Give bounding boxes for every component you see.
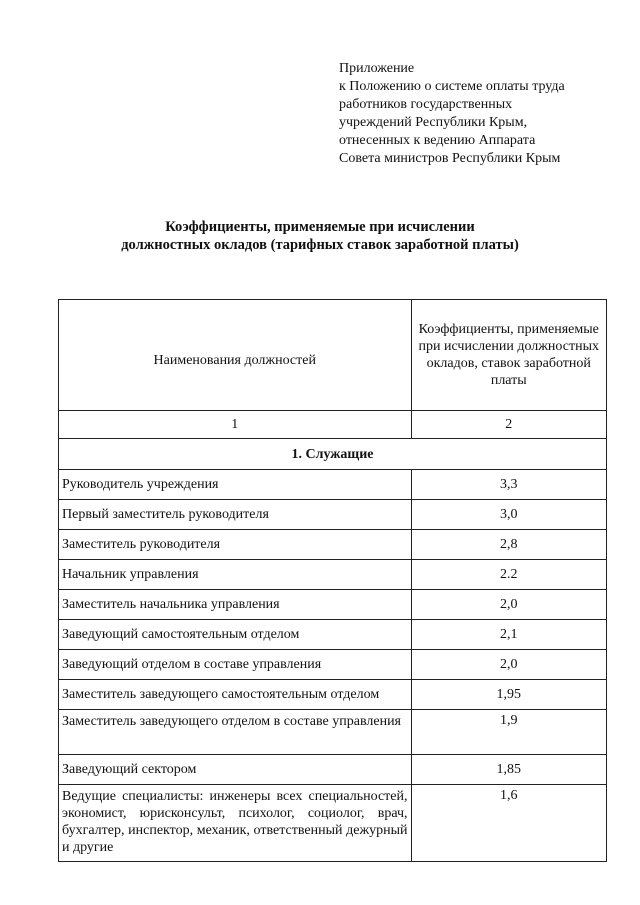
table-header-row bbox=[59, 300, 607, 411]
coefficients-table bbox=[58, 299, 607, 862]
position-name: Заведующий отделом в составе управления bbox=[59, 650, 412, 680]
position-name: Заместитель заведующего самостоятельным отделом bbox=[59, 680, 412, 710]
appendix-line: Приложение bbox=[339, 61, 415, 76]
position-name: Заведующий сектором bbox=[59, 755, 412, 785]
position-name: Заведующий самостоятельным отделом bbox=[59, 620, 412, 650]
position-name: Первый заместитель руководителя bbox=[59, 500, 412, 530]
table-row bbox=[59, 500, 607, 530]
appendix-line: к Положению о системе оплаты труда bbox=[339, 79, 565, 94]
position-name: Начальник управления bbox=[59, 560, 412, 590]
table-row bbox=[59, 680, 607, 710]
coefficient-value: 1,6 bbox=[411, 785, 606, 862]
appendix-line: Совета министров Республики Крым bbox=[339, 151, 561, 166]
coefficient-value: 2,0 bbox=[411, 650, 606, 680]
coefficient-value: 2,0 bbox=[411, 590, 606, 620]
header-coefficients: Коэффициенты, применяемые при исчислении должностных окладов, ставок заработной платы bbox=[411, 300, 606, 411]
section-row bbox=[59, 439, 607, 470]
appendix-line: отнесенных к ведению Аппарата bbox=[339, 133, 536, 148]
title-line-1: Коэффициенты, применяемые при исчислении bbox=[165, 219, 475, 235]
coefficient-value: 1,95 bbox=[411, 680, 606, 710]
table-row bbox=[59, 620, 607, 650]
coefficient-value: 1,9 bbox=[411, 710, 606, 755]
appendix-block bbox=[339, 60, 629, 168]
position-name: Руководитель учреждения bbox=[59, 470, 412, 500]
section-title: 1. Служащие bbox=[59, 439, 607, 470]
table-row bbox=[59, 470, 607, 500]
table-row bbox=[59, 755, 607, 785]
appendix-line: учреждений Республики Крым, bbox=[339, 115, 528, 130]
column-number-row bbox=[59, 411, 607, 439]
coefficient-value: 3,0 bbox=[411, 500, 606, 530]
coefficient-value: 3,3 bbox=[411, 470, 606, 500]
position-name: Заместитель начальника управления bbox=[59, 590, 412, 620]
column-number-1: 1 bbox=[59, 411, 412, 439]
table-row bbox=[59, 590, 607, 620]
position-name: Заместитель заведующего отделом в составе управления bbox=[59, 710, 412, 755]
header-positions: Наименования должностей bbox=[59, 300, 412, 411]
coefficient-value: 2,8 bbox=[411, 530, 606, 560]
position-name: Заместитель руководителя bbox=[59, 530, 412, 560]
table-row bbox=[59, 650, 607, 680]
table-row bbox=[59, 785, 607, 862]
position-name: Ведущие специалисты: инженеры всех специальностей, экономист, юрисконсульт, психолог, социолог, врач, бухгалтер, инспектор, механик, ответственный дежурный и другие bbox=[59, 785, 412, 862]
column-number-2: 2 bbox=[411, 411, 606, 439]
document-title bbox=[0, 218, 640, 254]
table-row bbox=[59, 560, 607, 590]
table-row bbox=[59, 710, 607, 755]
table-row bbox=[59, 530, 607, 560]
appendix-line: работников государственных bbox=[339, 97, 513, 112]
coefficient-value: 1,85 bbox=[411, 755, 606, 785]
coefficient-value: 2,1 bbox=[411, 620, 606, 650]
title-line-2: должностных окладов (тарифных ставок заработной платы) bbox=[121, 237, 519, 253]
coefficient-value: 2.2 bbox=[411, 560, 606, 590]
